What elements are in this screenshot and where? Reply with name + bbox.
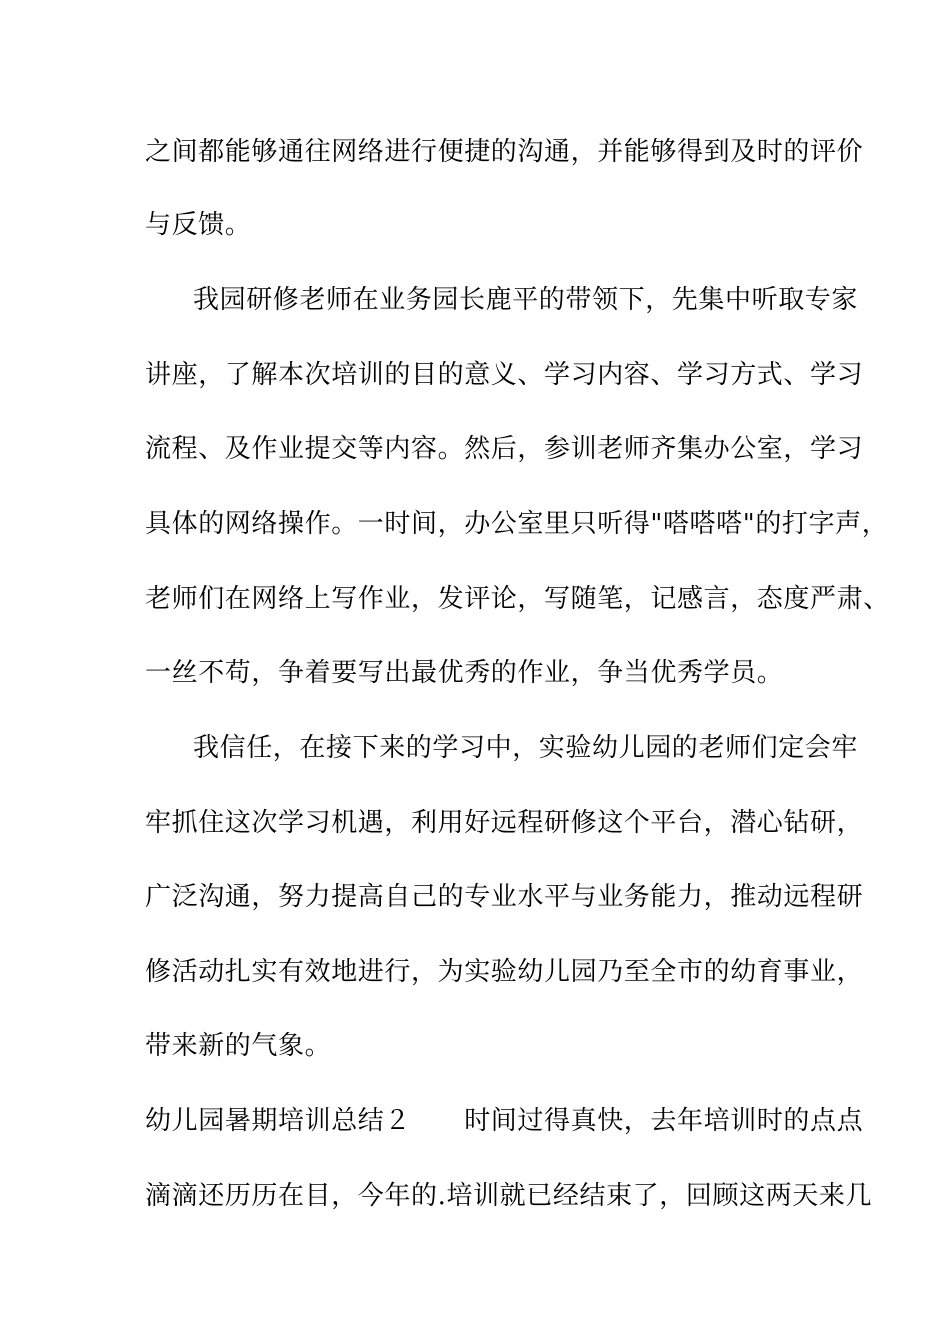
text-line: 一丝不苟，争着要写出最优秀的作业，争当优秀学员。	[145, 658, 784, 688]
section-heading-line: 幼儿园暑期培训总结２ 时间过得真快，去年培训时的点点	[145, 1106, 864, 1136]
text-line: 之间都能够通往网络进行便捷的沟通，并能够得到及时的评价	[145, 137, 864, 167]
text-line: 牢抓住这次学习机遇，利用好远程研修这个平台，潜心钻研，	[145, 808, 864, 838]
text-line: 带来新的气象。	[145, 1031, 332, 1061]
text-line: 讲座，了解本次培训的目的意义、学习内容、学习方式、学习	[145, 360, 864, 390]
paragraph-start-line: 我信任，在接下来的学习中，实验幼儿园的老师们定会牢	[193, 733, 859, 763]
text-line: 具体的网络操作。一时间，办公室里只听得"嗒嗒嗒"的打字声，	[145, 509, 889, 539]
text-line: 与反馈。	[145, 210, 252, 240]
text-line: 滴滴还历历在目，今年的.培训就已经结束了，回顾这两天来几	[145, 1181, 873, 1211]
text-line: 老师们在网络上写作业，发评论，写随笔，记感言，态度严肃、	[145, 584, 890, 614]
text-line: 流程、及作业提交等内容。然后，参训老师齐集办公室，学习	[145, 434, 864, 464]
text-line: 广泛沟通，努力提高自己的专业水平与业务能力，推动远程研	[145, 882, 864, 912]
paragraph-start-line: 我园研修老师在业务园长鹿平的带领下，先集中听取专家	[193, 285, 859, 315]
text-line: 修活动扎实有效地进行，为实验幼儿园乃至全市的幼育事业，	[145, 957, 864, 987]
